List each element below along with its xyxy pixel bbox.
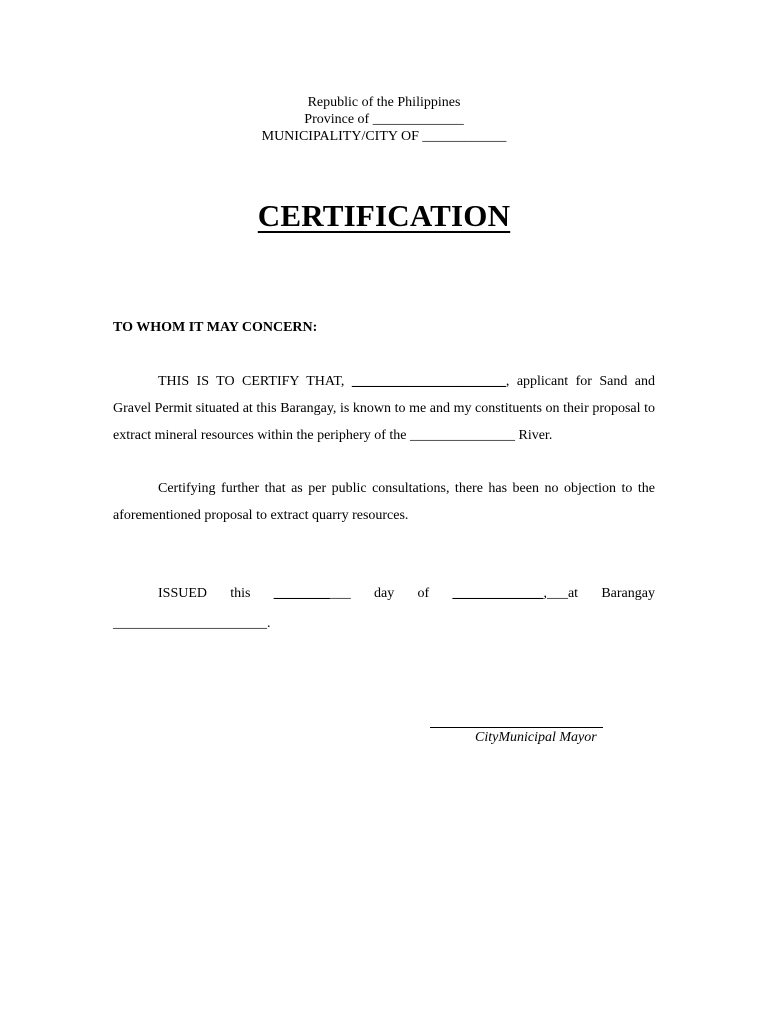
day-word: day (374, 586, 395, 601)
barangay-name-blank: ______________________. (113, 616, 271, 631)
paragraph-further-text: Certifying further that as per public consultations, there has been no objection to the aforementioned proposal to extract quarry resources. (113, 481, 655, 523)
signature-title: CityMunicipal Mayor (475, 730, 597, 745)
issued-word: ISSUED (158, 586, 208, 601)
at-word: at (567, 586, 579, 601)
day-blank-underlined: ________ (273, 586, 330, 601)
month-blank (452, 586, 578, 602)
day-blank-tail: ___ (329, 586, 351, 601)
header-province: Province of _____________ (304, 112, 464, 127)
paragraph-further (113, 475, 655, 529)
applicant-name-blank: ______________________ (351, 374, 506, 389)
paragraph-certify-rest: , applicant for Sand and Gravel Permit situated at this Barangay, is known to me and my constituents on their proposal to extract mineral resources within the periphery of the _______________ River. (113, 374, 655, 443)
document-header (0, 94, 768, 145)
salutation: TO WHOM IT MAY CONCERN: (113, 320, 318, 335)
of-word: of (417, 586, 430, 601)
barangay-word: Barangay (601, 586, 655, 601)
header-republic: Republic of the Philippines (307, 95, 461, 110)
day-blank (274, 586, 351, 602)
paragraph-certify (113, 368, 655, 449)
issued-this-word: this (230, 586, 251, 601)
paragraph-certify-lead: THIS IS TO CERTIFY THAT, (158, 374, 352, 389)
signature-line (430, 727, 603, 728)
header-municipality: MUNICIPALITY/CITY OF ____________ (261, 129, 507, 144)
month-blank-underlined: _____________ (452, 586, 544, 601)
issued-line (113, 586, 655, 602)
month-blank-tail: ,___ (543, 586, 568, 601)
document-title: CERTIFICATION (257, 198, 511, 233)
